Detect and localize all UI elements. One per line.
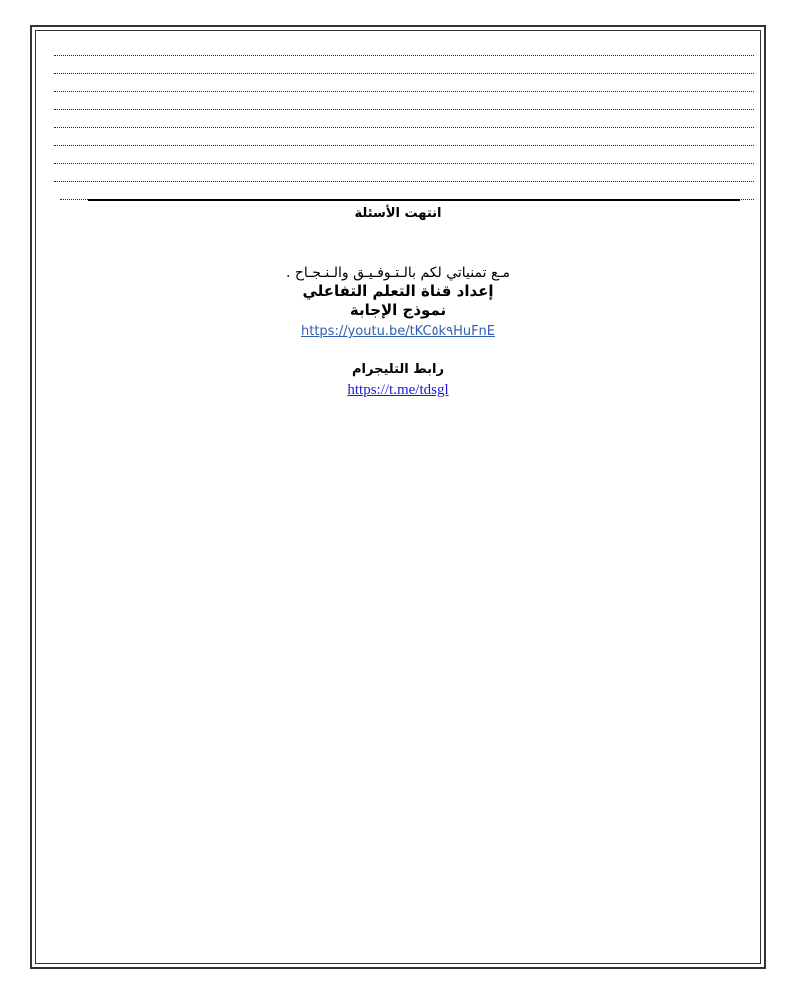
answer-line xyxy=(54,164,754,182)
end-of-questions-text: انتهت الأسئلة xyxy=(354,206,442,221)
answer-line xyxy=(54,146,754,164)
telegram-link[interactable]: https://t.me/tdsgl xyxy=(347,382,449,398)
closing-section xyxy=(35,204,761,400)
answer-line xyxy=(54,92,754,110)
answer-line xyxy=(54,128,754,146)
answer-model-label: نموذج الإجابة xyxy=(349,301,447,319)
wishes-text: مـع تمنياتي لكم بالـتـوفـيـق والـنـجـاح . xyxy=(285,265,510,281)
telegram-label: رابط التليجرام xyxy=(352,362,444,377)
answer-line xyxy=(54,38,754,56)
answer-line xyxy=(54,56,754,74)
answer-line xyxy=(54,74,754,92)
answer-line xyxy=(54,110,754,128)
prepared-by-text: إعداد قناة التعلم التفاعلي xyxy=(302,282,494,300)
answer-model-link[interactable]: https://youtu.be/tKC٥k٩HuFnE xyxy=(300,324,496,339)
answer-line xyxy=(60,182,754,200)
separator-rule xyxy=(88,199,740,201)
answer-lines xyxy=(54,38,754,200)
